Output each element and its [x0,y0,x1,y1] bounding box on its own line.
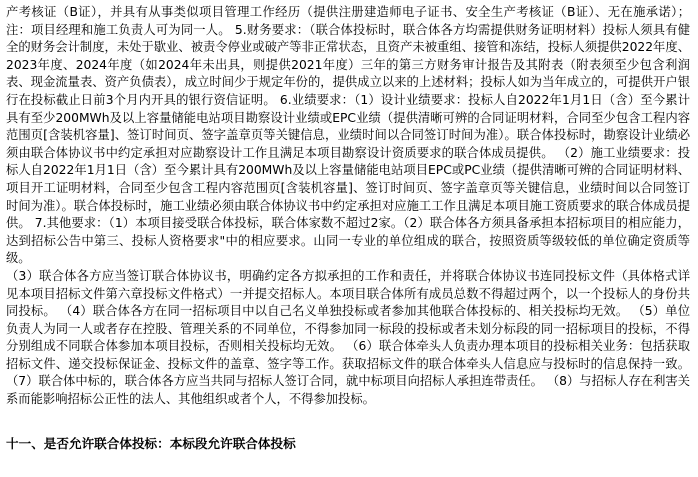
paragraph-consortium-rules: （3）联合体各方应当签订联合体协议书，明确约定各方拟承担的工作和责任，并将联合体协议书连同投标文件（具体格式详见本项目招标文件第六章投标文件格式）一并提交招标人。本项目联合体所有成员总数不得超过两个，以一个投标人的身份共同投标。 （4）联合体各方在同一招标项目中以自己名义单独投标或者参加其他联合体投标的、相关投标均无效。 （5）单位负责人为同一人或者存在控股、管理关系的不同单位，不得参加同一标段的投标或者未划分标段的同一招标项目的投标，不得分别组成不同联合体参加本项目投标，否则相关投标均无效。 （6）联合体牵头人负责办理本项目的投标相关业务：包括获取招标文件、递交投标保证金、投标文件的盖章、签字等工作。获取招标文件的联合体牵头人信息应与投标时的信息保持一致。 （7）联合体中标的，联合体各方应当共同与招标人签订合同，就中标项目向招标人承担连带责任。 （8）与招标人存在利害关系而能影响招标公正性的法人、其他组织或者个人，不得参加投标。 [6,268,690,407]
section-spacer [6,409,690,435]
paragraph-qualification-requirements: 产考核证（B证），并具有从事类似项目管理工作经历（提供注册建造师电子证书、安全生产考核证（B证）、无在施承诺）； 注：项目经理和施工负责人可为同一人。 5.财务要求：（联合体投标时，联合体各方均需提供财务证明材料）投标人须具有健全的财务会计制度，未处于歇业、被责令停业或破产等非正常状态，且资产未被重组、接管和冻结，投标人须提供2022年度、2023年度、2024年度（如2024年未出具，则提供2021年度）三年的第三方财务审计报告及其附表（附表须至少包含利润表、现金流量表、资产负债表），成立时间少于规定年份的，提供成立以来的上述材料；投标人如为当年成立的，可提供开户银行在投标截止日前3个月内开具的银行资信证明。 6.业绩要求：（1）设计业绩要求：投标人自2022年1月1日（含）至今累计具有至少200MWh及以上容量储能电站项目勘察设计业绩或EPC业绩（提供清晰可辨的合同证明材料，合同至少包含工程内容范围页[含装机容量]、签订时间页、签字盖章页等关键信息，业绩时间以合同签订时间为准）。联合体投标时，勘察设计业绩必须由联合体协议书中约定承担对应勘察设计工作且满足本项目勘察设计资质要求的联合体成员提供。 （2）施工业绩要求：投标人自2022年1月1日（含）至今累计具有200MWh及以上容量储能电站项目EPC或PC业绩（提供清晰可辨的合同证明材料、项目开工证明材料，合同至少包含工程内容范围页[含装机容量]、签订时间页、签字盖章页等关键信息，业绩时间以合同签订时间为准）。联合体投标时，施工业绩必须由联合体协议书中约定承担对应施工工作且满足本项目施工资质要求的联合体成员提供。 7.其他要求：（1）本项目接受联合体投标，联合体家数不超过2家。（2）联合体各方须具备承担本招标项目的相应能力，达到招标公告中第三、投标人资格要求"中的相应要求。山同一专业的单位组成的联合，按照资质等级较低的单位确定资质等级。 [6,5,690,266]
section-heading-consortium-allowed: 十一、是否允许联合体投标：本标段允许联合体投标 [6,435,296,451]
